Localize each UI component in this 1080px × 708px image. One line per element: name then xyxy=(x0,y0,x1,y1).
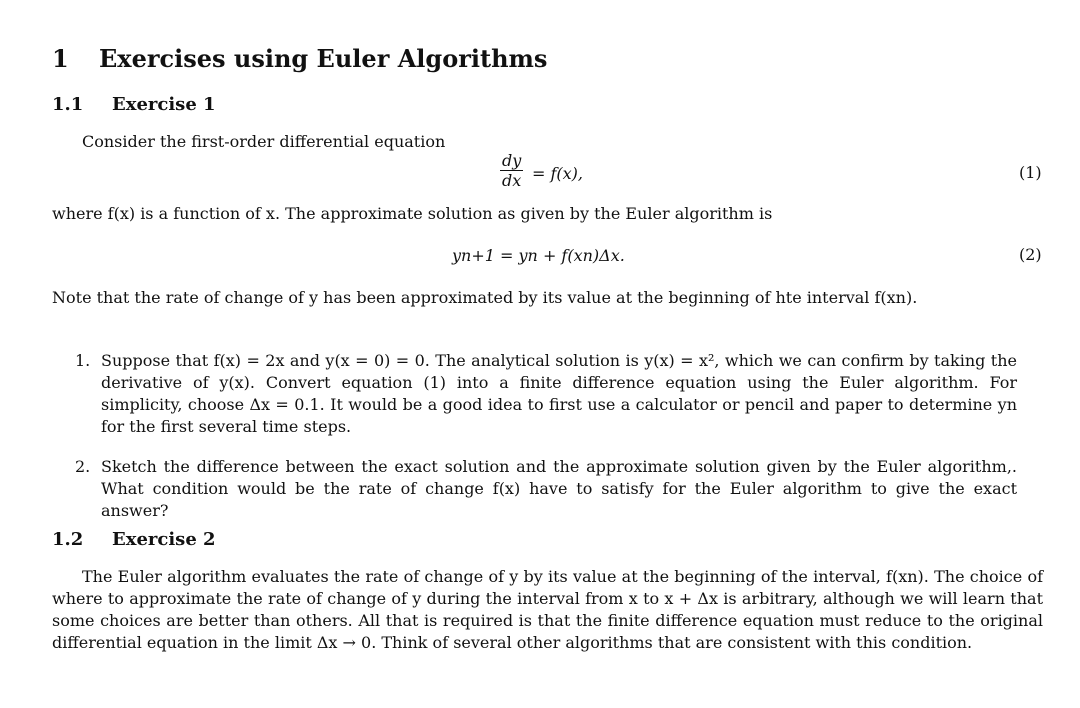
section-number: 1 xyxy=(52,44,69,73)
subsection-2-number: 1.2 xyxy=(52,529,84,550)
equation-2-label: (2) xyxy=(1019,245,1042,264)
equation-1-label: (1) xyxy=(1019,163,1042,182)
subsection-1-number: 1.1 xyxy=(52,94,84,115)
note-text: Note that the rate of change of y has been approximated by its value at the beginning of hte interval f(xn). xyxy=(52,288,918,307)
where-text: where f(x) is a function of x. The approximate solution as given by the Euler algorithm is xyxy=(52,204,773,223)
list-item-2-text: Sketch the difference between the exact solution and the approximate solution given by the Euler algorithm,. What condition would be the rate of change f(x) have to satisfy for the Euler algorithm to give the exact answer? xyxy=(101,457,1017,520)
subsection-2-title: Exercise 2 xyxy=(112,529,216,550)
equation-1-fraction xyxy=(500,151,523,190)
equation-1-rhs: = f(x), xyxy=(532,164,584,183)
list-item-1-text: Suppose that f(x) = 2x and y(x = 0) = 0. The analytical solution is y(x) = x², which we can confirm by taking the derivative of y(x). Convert equation (1) into a finite difference equation using the Euler algorithm. For simplicity, choose Δx = 0.1. It would be a good idea to first use a calculator or pencil and paper to determine yn for the first several time steps. xyxy=(101,351,1017,436)
section-title: Exercises using Euler Algorithms xyxy=(99,44,548,73)
list-item-2-number: 2. xyxy=(75,457,91,476)
intro-text: Consider the first-order differential equation xyxy=(82,132,446,151)
list-item-2 xyxy=(75,456,1043,520)
equation-1-denominator: dx xyxy=(500,170,523,190)
list-item-1 xyxy=(75,350,1043,440)
equation-2: yn+1 = yn + f(xn)Δx. xyxy=(452,246,625,265)
subsection-1-title: Exercise 1 xyxy=(112,94,216,115)
equation-1-numerator: dy xyxy=(502,151,522,170)
exercise-2-paragraph: The Euler algorithm evaluates the rate of change of y by its value at the beginning of the interval, f(xn). The choice of where to approximate the rate of change of y during the interval from x to x + Δx is arbitrary, although we will learn that some choices are better than others. All that is required is that the finite difference equation must reduce to the original differential equation in the limit Δx → 0. Think of several other algorithms that are consistent with this condition. xyxy=(52,567,1043,652)
list-item-1-number: 1. xyxy=(75,351,91,370)
